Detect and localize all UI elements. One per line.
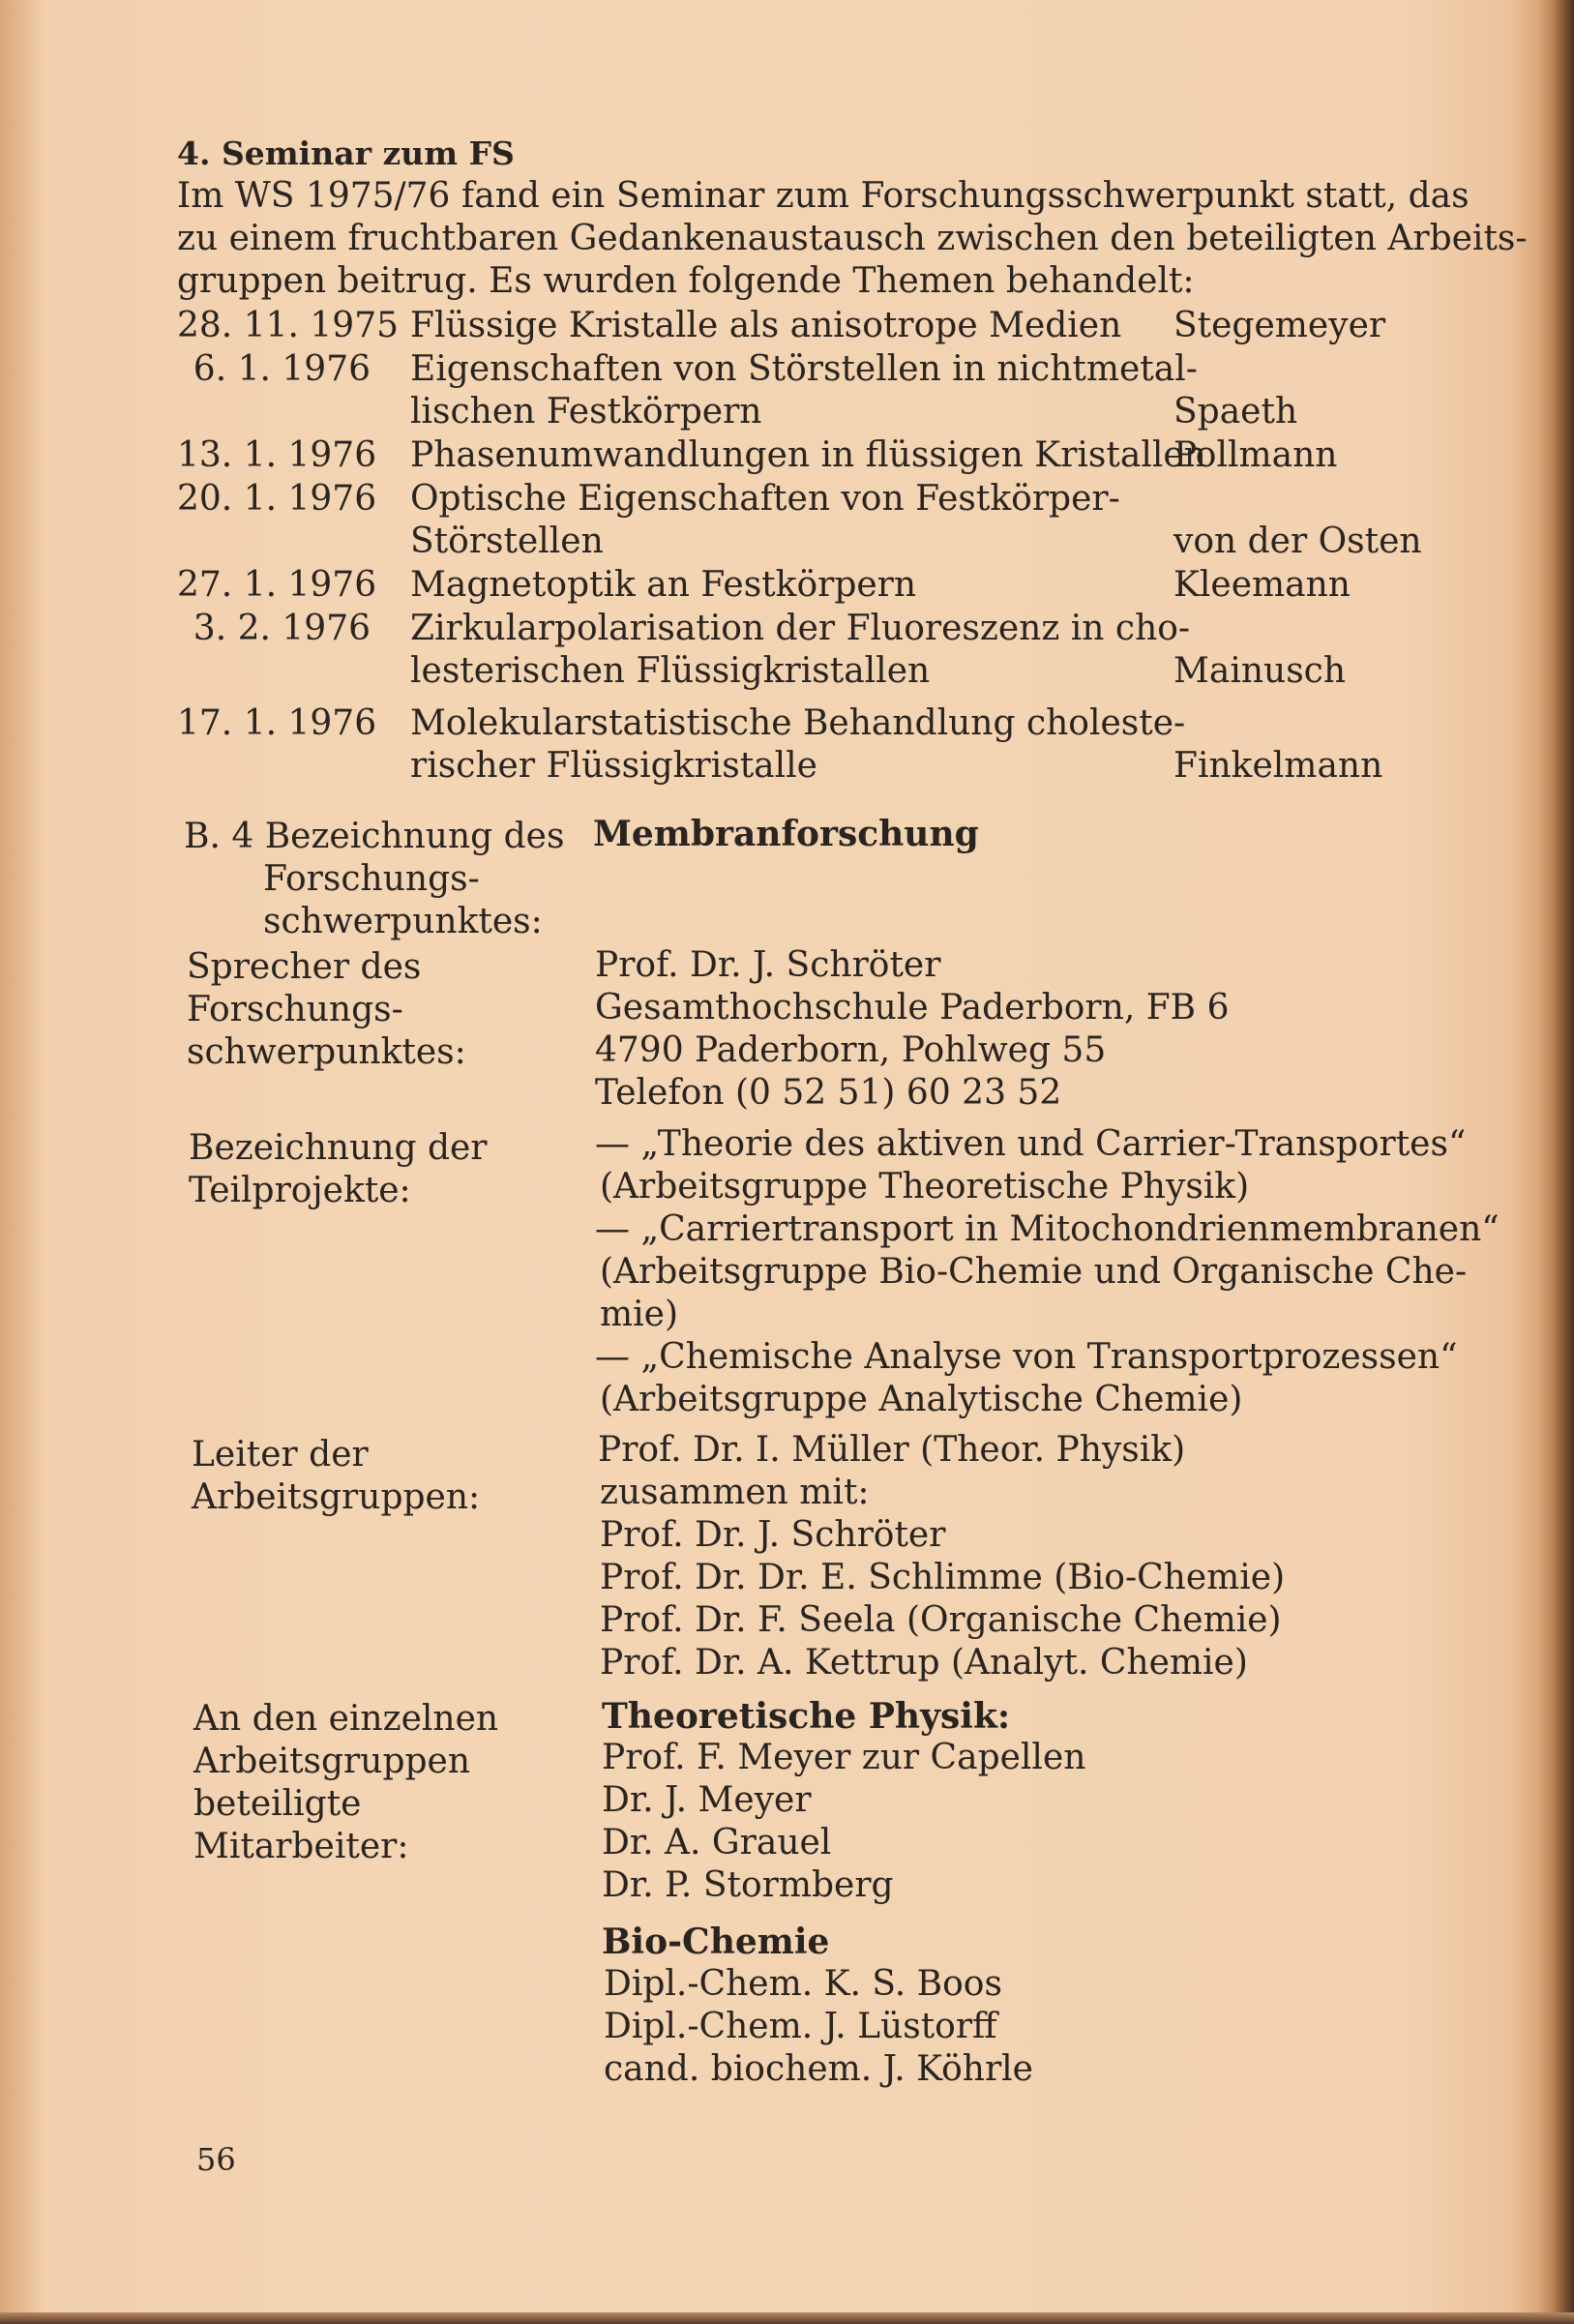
subprojects-label-line: Teilprojekte: xyxy=(189,1171,411,1210)
staff-group-heading: Theoretische Physik: xyxy=(602,1696,1011,1737)
topic-date: 3. 2. 1976 xyxy=(193,609,371,648)
topic-title: Magnetoptik an Festkörpern xyxy=(410,565,917,605)
topic-title: Phasenumwandlungen in flüssigen Kristallen xyxy=(410,435,1206,475)
seminar-heading: 4. Seminar zum FS xyxy=(177,134,515,172)
topic-title-cont: lischen Festkörpern xyxy=(410,392,762,432)
topic-title: Optische Eigenschaften von Festkörper- xyxy=(410,479,1120,519)
leader-line: Prof. Dr. J. Schröter xyxy=(600,1515,946,1555)
staff-label-line: Arbeitsgruppen xyxy=(193,1742,471,1781)
intro-line-1: Im WS 1975/76 fand ein Seminar zum Forschungsschwerpunkt statt, das xyxy=(177,176,1470,216)
page-bottom-edge xyxy=(0,2312,1574,2324)
intro-line-2: zu einem fruchtbaren Gedankenaustausch zwischen den beteiligten Arbeits- xyxy=(177,219,1528,258)
topic-title-cont: lesterischen Flüssigkristallen xyxy=(410,651,931,691)
subprojects-label-line: Bezeichnung der xyxy=(189,1128,488,1168)
b4-label-line: B. 4 Bezeichnung des xyxy=(184,817,565,856)
leaders-label-line: Leiter der xyxy=(192,1435,369,1475)
leaders-label-line: Arbeitsgruppen: xyxy=(192,1477,481,1517)
subproject-line: (Arbeitsgruppe Analytische Chemie) xyxy=(600,1380,1243,1419)
staff-member: Dipl.-Chem. K. S. Boos xyxy=(604,1964,1002,2004)
intro-line-3: gruppen beitrug. Es wurden folgende Themen behandelt: xyxy=(177,261,1195,301)
topic-title: Zirkularpolarisation der Fluoreszenz in cho- xyxy=(410,609,1191,648)
speaker-label-line: Sprecher des xyxy=(187,947,422,987)
staff-label-line: Mitarbeiter: xyxy=(193,1827,409,1866)
topic-title-cont: Störstellen xyxy=(410,521,604,561)
b4-label-line: schwerpunktes: xyxy=(263,902,543,941)
leader-line: zusammen mit: xyxy=(600,1473,870,1512)
topic-speaker: von der Osten xyxy=(1173,521,1422,561)
topic-title-cont: rischer Flüssigkristalle xyxy=(410,746,817,786)
page-number: 56 xyxy=(196,2141,236,2178)
speaker-label-line: Forschungs- xyxy=(187,990,403,1029)
subproject-line: — „Theorie des aktiven und Carrier-Transportes“ xyxy=(595,1124,1467,1164)
topic-date: 17. 1. 1976 xyxy=(177,703,377,743)
topic-title: Eigenschaften von Störstellen in nichtmetal- xyxy=(410,349,1198,389)
staff-label-line: An den einzelnen xyxy=(193,1699,499,1739)
b4-label-line: Forschungs- xyxy=(263,859,480,899)
topic-date: 6. 1. 1976 xyxy=(193,349,371,389)
staff-member: cand. biochem. J. Köhrle xyxy=(604,2049,1033,2089)
staff-member: Dr. P. Stormberg xyxy=(602,1865,894,1905)
leader-line: Prof. Dr. I. Müller (Theor. Physik) xyxy=(598,1430,1186,1470)
staff-group-heading: Bio-Chemie xyxy=(602,1922,830,1962)
speaker-line: Prof. Dr. J. Schröter xyxy=(595,945,941,985)
staff-member: Dr. A. Grauel xyxy=(602,1823,832,1862)
topic-speaker: Pollmann xyxy=(1173,435,1338,475)
b4-title: Membranforschung xyxy=(593,814,979,854)
speaker-label-line: schwerpunktes: xyxy=(187,1032,466,1072)
staff-label-line: beteiligte xyxy=(193,1784,362,1824)
topic-title: Flüssige Kristalle als anisotrope Medien xyxy=(410,306,1122,345)
topic-speaker: Finkelmann xyxy=(1173,746,1383,786)
topic-date: 20. 1. 1976 xyxy=(177,479,377,519)
topic-speaker: Mainusch xyxy=(1173,651,1347,691)
leader-line: Prof. Dr. A. Kettrup (Analyt. Chemie) xyxy=(600,1643,1248,1683)
staff-member: Prof. F. Meyer zur Capellen xyxy=(602,1738,1086,1777)
staff-member: Dr. J. Meyer xyxy=(602,1780,812,1820)
speaker-line: 4790 Paderborn, Pohlweg 55 xyxy=(595,1030,1107,1070)
topic-title: Molekularstatistische Behandlung choleste- xyxy=(410,703,1186,743)
leader-line: Prof. Dr. Dr. E. Schlimme (Bio-Chemie) xyxy=(600,1558,1286,1597)
topic-date: 27. 1. 1976 xyxy=(177,565,377,605)
topic-speaker: Kleemann xyxy=(1173,565,1351,605)
speaker-line: Telefon (0 52 51) 60 23 52 xyxy=(595,1073,1062,1113)
subproject-line: mie) xyxy=(600,1295,678,1334)
topic-date: 13. 1. 1976 xyxy=(177,435,377,475)
topic-speaker: Stegemeyer xyxy=(1173,306,1386,345)
topic-speaker: Spaeth xyxy=(1173,392,1298,432)
subproject-line: (Arbeitsgruppe Bio-Chemie und Organische Che- xyxy=(600,1252,1468,1292)
leader-line: Prof. Dr. F. Seela (Organische Chemie) xyxy=(600,1600,1282,1640)
staff-member: Dipl.-Chem. J. Lüstorff xyxy=(604,2007,997,2046)
topic-date: 28. 11. 1975 xyxy=(177,306,400,345)
subproject-line: — „Chemische Analyse von Transportprozessen“ xyxy=(595,1337,1458,1377)
speaker-line: Gesamthochschule Paderborn, FB 6 xyxy=(595,988,1230,1028)
subproject-line: (Arbeitsgruppe Theoretische Physik) xyxy=(600,1167,1250,1207)
subproject-line: — „Carriertransport in Mitochondrienmembranen“ xyxy=(595,1209,1500,1249)
